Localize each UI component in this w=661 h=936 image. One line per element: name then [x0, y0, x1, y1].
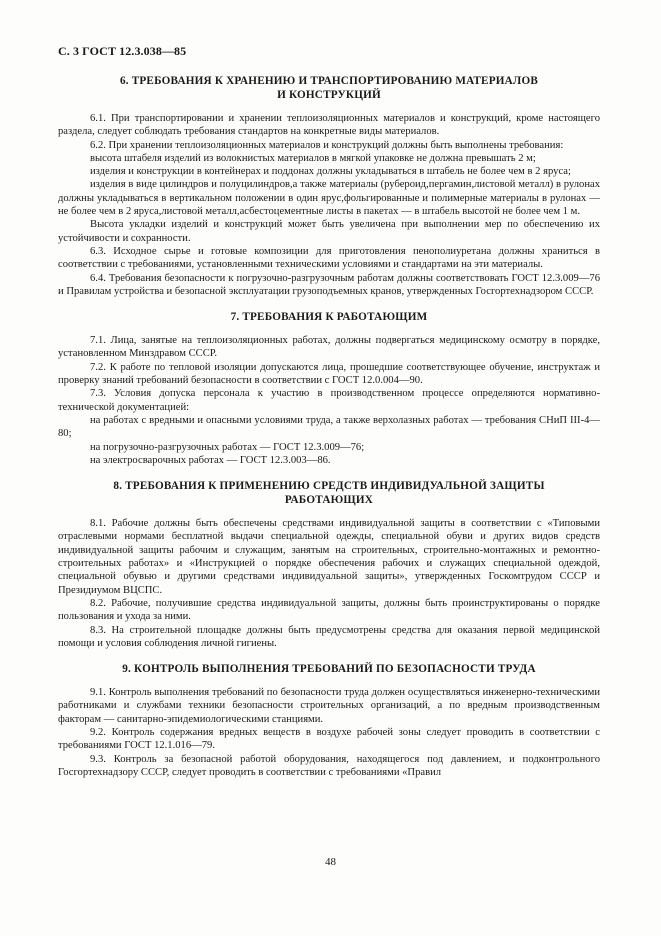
- document-body: [58, 74, 600, 779]
- page-number: 48: [325, 856, 336, 868]
- paragraph: 8.3. На строительной площадке должны быть предусмотрены средства для оказания первой медицинской помощи и условия соблюдения личной гигиены.: [58, 624, 600, 649]
- heading-line: 7. ТРЕБОВАНИЯ К РАБОТАЮЩИМ: [230, 311, 428, 324]
- paragraph: Высота укладки изделий и конструкций может быть увеличена при выполнении мер по обеспечению их устойчивости и сохранности.: [58, 219, 600, 244]
- section-6: [58, 74, 600, 298]
- section-9: [58, 662, 600, 779]
- section-heading: [86, 74, 572, 102]
- heading-line: И КОНСТРУКЦИЙ: [277, 89, 381, 101]
- paragraph: 6.3. Исходное сырье и готовые композиции для приготовления пенополиуретана должны храниться в соответствии с требованиями, установленными техническими условиями и стандартами на эти материалы.: [58, 245, 600, 271]
- paragraph: изделия в виде цилиндров и полуцилиндров,а также материалы (рубероид,пергамин,листовой металл) в рулонах должны укладываться в вертикальном положении в один ярус,фольгированные и полимерные материалы в рулонах — не более чем в 2 яруса,листовой металл,асбестоцементные листы в пакетах — в штабель высотой не более чем 1 м.: [58, 179, 600, 218]
- paragraph: 7.1. Лица, занятые на теплоизоляционных работах, должны подвергаться медицинскому осмотру в порядке, установленном Минздравом СССР.: [58, 335, 600, 360]
- paragraph: 8.1. Рабочие должны быть обеспечены средствами индивидуальной защиты в соответствии с «Типовыми отраслевыми нормами бесплатной выдачи специальной одежды, специальной обуви и других видов средств индивидуальной защиты рабочим и служащим, занятым на строительных, строительно-монтажных и ремонтно-строительных работах» и «Инструкцией о порядке обеспечения рабочих и служащих специальной одеждой, специальной обувью и другими средствами индивидуальной защиты», утвержденных Госкомтрудом СССР и Президиумом ВЦСПС.: [58, 518, 600, 596]
- paragraph: изделия и конструкции в контейнерах и поддонах должны укладываться в штабель не более чем в 2 яруса;: [90, 166, 571, 178]
- paragraph: 9.3. Контроль за безопасной работой оборудования, находящегося под давлением, и подконтрольного Госгортехнадзору СССР, следует проводить в соответствии с требованиями «Правил: [58, 753, 600, 778]
- paragraph: 6.4. Требования безопасности к погрузочно-разгрузочным работам должны соответствовать ГОСТ 12.3.009—76 и Правилам устройства и безопасной эксплуатации грузоподъемных кранов, утвержденных Госгортехнадзором СССР.: [58, 272, 600, 297]
- paragraph: высота штабеля изделий из волокнистых материалов в мягкой упаковке не должна превышать 2 м;: [90, 152, 536, 164]
- paragraph: 6.2. При хранении теплоизоляционных материалов и конструкций должны быть выполнены требования:: [90, 139, 564, 151]
- section-8: [58, 479, 600, 650]
- paragraph: 7.2. К работе по тепловой изоляции допускаются лица, прошедшие соответствующее обучение, инструктаж и проверку знаний требований безопасности в соответствии с ГОСТ 12.0.004—90.: [58, 361, 600, 387]
- heading-line: РАБОТАЮЩИХ: [284, 494, 374, 507]
- paragraph: 6.1. При транспортировании и хранении теплоизоляционных материалов и конструкций, кроме настоящего раздела, следует соблюдать требования стандартов на конкретные виды материалов.: [58, 113, 600, 138]
- section-7: [58, 310, 600, 467]
- section-heading: [86, 479, 572, 507]
- heading-line: 6. ТРЕБОВАНИЯ К ХРАНЕНИЮ И ТРАНСПОРТИРОВАНИЮ МАТЕРИАЛОВ: [119, 75, 539, 87]
- paragraph: на погрузочно-разгрузочных работах — ГОСТ 12.3.009—76;: [90, 441, 365, 453]
- paragraph: на электросварочных работах — ГОСТ 12.3.003—86.: [90, 454, 331, 466]
- heading-line: 8. ТРЕБОВАНИЯ К ПРИМЕНЕНИЮ СРЕДСТВ ИНДИВИДУАЛЬНОЙ ЗАЩИТЫ: [113, 480, 545, 493]
- page-header: С. 3 ГОСТ 12.3.038—85: [58, 44, 187, 58]
- section-heading: [86, 662, 572, 676]
- section-heading: [86, 310, 572, 324]
- heading-line: 9. КОНТРОЛЬ ВЫПОЛНЕНИЯ ТРЕБОВАНИЙ ПО БЕЗОПАСНОСТИ ТРУДА: [122, 663, 536, 676]
- paragraph: 9.1. Контроль выполнения требований по безопасности труда должен осуществляться инженерно-техническими работниками и службами техники безопасности строительных организаций, а по вредным производственным факторам — санитарно-эпидемиологическими станциями.: [58, 687, 600, 725]
- paragraph: 9.2. Контроль содержания вредных веществ в воздухе рабочей зоны следует проводить в соответствии с требованиями ГОСТ 12.1.016—79.: [58, 726, 600, 752]
- paragraph: 8.2. Рабочие, получившие средства индивидуальной защиты, должны быть проинструктированы о порядке пользования и ухода за ними.: [58, 597, 600, 623]
- paragraph: на работах с вредными и опасными условиями труда, а также верхолазных работах — требования СНиП III-4—80;: [58, 414, 600, 440]
- paragraph: 7.3. Условия допуска персонала к участию в производственном процессе определяются нормативно-технической документацией:: [58, 388, 600, 413]
